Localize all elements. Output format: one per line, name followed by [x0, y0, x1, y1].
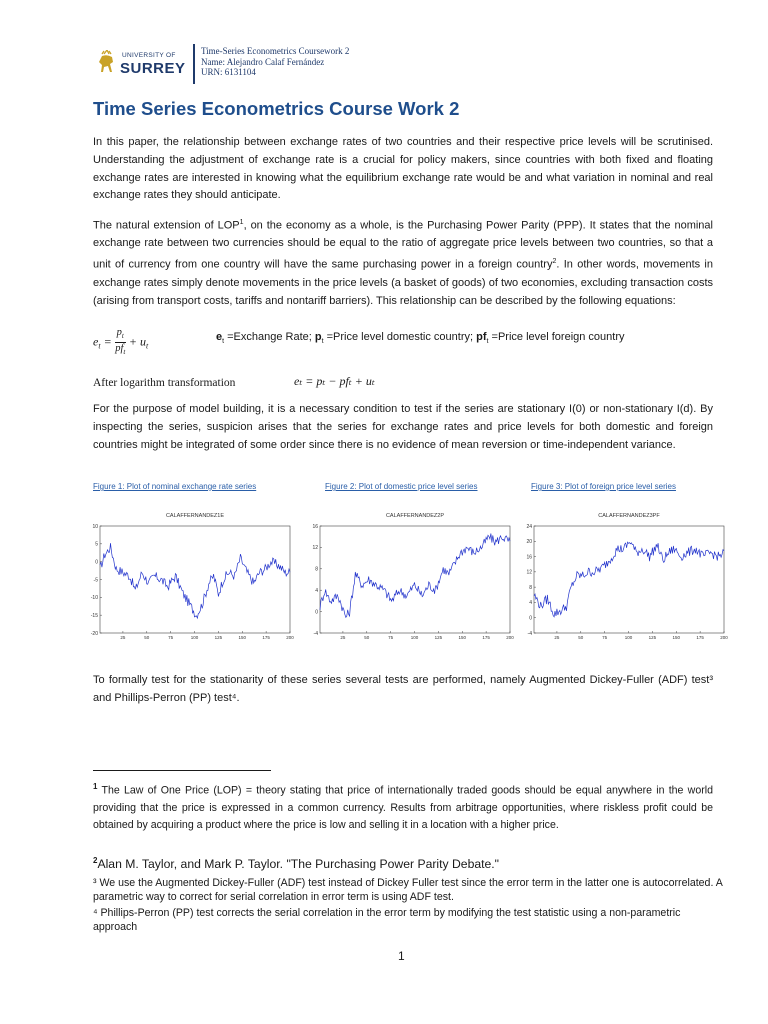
after-log-label: After logarithm transformation: [93, 377, 236, 389]
y-tick-label: 10: [92, 523, 98, 530]
header-info: [201, 46, 349, 78]
figure-1-caption: Figure 1: Plot of nominal exchange rate series: [93, 482, 257, 491]
header-divider: [193, 44, 195, 84]
footnote-ref-1: 1: [239, 219, 244, 226]
x-tick-label: 175: [696, 635, 704, 640]
x-tick-label: 175: [262, 635, 270, 640]
eq-den: pf: [115, 343, 124, 355]
chart-title: CALAFFERNANDEZ1E: [165, 513, 225, 519]
chart-domestic-price: [306, 510, 516, 650]
y-tick-label: 4: [315, 588, 318, 594]
x-tick-label: 25: [340, 635, 346, 640]
eq-num: p: [116, 327, 122, 338]
chart-svg: [306, 510, 516, 645]
page-number: 1: [398, 949, 405, 963]
footnote-2-num: 2: [93, 856, 98, 865]
y-tick-label: -5: [93, 577, 98, 584]
header-name: Name: Alejandro Calaf Fernández: [201, 56, 325, 67]
chart-foreign-price: [520, 510, 730, 650]
y-tick-label: 0: [315, 609, 318, 616]
x-tick-label: 125: [648, 635, 657, 640]
document-title: Time Series Econometrics Course Work 2: [93, 98, 460, 119]
y-tick-label: 8: [315, 566, 318, 573]
x-tick-label: 75: [602, 635, 608, 640]
x-tick-label: 100: [624, 635, 633, 640]
def-text: =Price level foreign country: [488, 331, 625, 343]
y-tick-label: 0: [95, 559, 98, 566]
series-line: [320, 534, 510, 618]
variable-definitions: [216, 331, 625, 345]
x-tick-label: 125: [214, 635, 223, 640]
footnote-divider: [93, 770, 271, 771]
footnote-1: [93, 778, 713, 834]
text: The natural extension of LOP: [93, 219, 240, 232]
y-tick-label: -15: [90, 612, 98, 619]
chart-exchange-rate: [86, 510, 296, 650]
def-pf: pf: [476, 331, 487, 343]
eq-error: + u: [128, 334, 146, 349]
x-tick-label: 50: [144, 635, 150, 640]
y-tick-label: 24: [526, 523, 532, 530]
footnote-2-text: Alan M. Taylor, and Mark P. Taylor. "The Purchasing Power Parity Debate.": [97, 857, 500, 872]
x-tick-label: 200: [720, 635, 728, 640]
footnote-4: ⁴ Phillips-Perron (PP) test corrects the serial correlation in the error term by modifying the test statistic using a non-parametric approach: [93, 907, 681, 933]
x-tick-label: 175: [482, 635, 490, 640]
university-logo: [96, 50, 188, 82]
x-tick-label: 50: [364, 635, 370, 640]
plot-frame: [534, 526, 724, 633]
y-tick-label: 20: [526, 539, 532, 546]
eq-fraction: [115, 327, 126, 358]
x-tick-label: 100: [410, 635, 419, 640]
footnote-ref-2: 2: [552, 258, 557, 266]
footnotes-3-4: [93, 877, 723, 934]
series-line: [534, 542, 724, 617]
y-tick-label: 16: [312, 523, 318, 530]
x-tick-label: 125: [434, 635, 443, 640]
plot-frame: [320, 526, 510, 633]
header-urn: URN: 6131104: [201, 67, 256, 77]
y-tick-label: 16: [526, 554, 532, 561]
def-e: e: [216, 331, 223, 343]
x-tick-label: 75: [388, 635, 394, 640]
paragraph-ppp: [93, 214, 713, 310]
x-tick-label: 50: [578, 635, 584, 640]
paragraph-tests: To formally test for the stationarity of these series several tests are performed, namely Augmented Dickey-Fuller (ADF) test³ and Phillips-Perron (PP) test⁴.: [93, 674, 713, 704]
text: , on the economy as a whole, is the Purchasing Power Parity (PPP). It states that the nominal exchange rate between two currencies should be equal to the ratio of aggregate price levels between two countries, so that a unit of currency from one country will have the same purchasing power in a foreign country: [93, 219, 713, 271]
figure-2-caption: Figure 2: Plot of domestic price level series: [325, 482, 478, 491]
footnote-1-text: The Law of One Price (LOP) = theory stating that price of internationally traded goods should be equal anywhere in the world providing that the price is expressed in a common currency. Results from arbitrage opportunities, where riskless profit could be obtained by acquiring a product where the price is low and selling it in a location with a higher price.: [93, 784, 713, 831]
chart-svg: [86, 510, 296, 645]
paragraph-intro: In this paper, the relationship between exchange rates of two countries and their respective price levels will be scrutinised. Understanding the adjustment of exchange rate is a crucial for policy makers, since countries with both fixed and floating exchange rates are interested in knowing what the equilibrium exchange rate would be and what variation in nominal and real exchange rates they should anticipate.: [93, 136, 713, 202]
y-tick-label: -20: [90, 630, 98, 637]
y-tick-label: 0: [529, 615, 532, 622]
x-tick-label: 25: [554, 635, 560, 640]
footnote-1-num: 1: [93, 782, 98, 791]
y-tick-label: 8: [529, 584, 532, 591]
equation-log: eₜ = pₜ − pfₜ + uₜ: [294, 374, 375, 388]
chart-title: CALAFFERNANDEZ2P: [385, 513, 445, 519]
y-tick-label: 12: [526, 569, 532, 576]
x-tick-label: 150: [458, 635, 467, 640]
def-sub: t: [321, 338, 324, 346]
eq-sub: t: [98, 341, 101, 351]
eq-sub: t: [145, 341, 149, 351]
x-tick-label: 200: [506, 635, 514, 640]
text: . In other words, movements in exchange rates simply denote movements in the price levels (a basket of goods) of two economies, excluding transaction costs (arising from transport costs, tariffs and nontariff barriers). This relationship can be described by the following equations:: [93, 258, 713, 307]
figure-3-caption: Figure 3: Plot of foreign price level series: [531, 482, 676, 491]
series-line: [100, 543, 290, 618]
paragraph-stationarity: For the purpose of model building, it is a necessary condition to test if the series are stationary I(0) or non-stationary I(d). By inspecting the series, suspicion arises that the series for exchange rates and price levels for both domestic and foreign countries might be integrated of some order since there is no evidence of mean reversion or time-independent variance.: [93, 403, 713, 451]
y-tick-label: -4: [313, 630, 318, 637]
stag-icon: [96, 50, 118, 80]
x-tick-label: 150: [238, 635, 247, 640]
y-tick-label: 5: [95, 541, 98, 548]
header-course: Time-Series Econometrics Coursework 2: [201, 46, 350, 56]
eq-sub: t: [121, 332, 124, 341]
def-sub: t: [222, 338, 225, 346]
y-tick-label: -4: [527, 630, 532, 637]
y-tick-label: -10: [90, 595, 98, 602]
footnote-2: [93, 856, 499, 871]
logo-title: SURREY: [120, 60, 186, 77]
x-tick-label: 25: [120, 635, 126, 640]
def-sub: t: [486, 338, 489, 346]
chart-title: CALAFFERNANDEZ3PF: [598, 513, 660, 519]
x-tick-label: 150: [672, 635, 681, 640]
x-tick-label: 200: [286, 635, 294, 640]
eq-e: e: [93, 334, 99, 349]
logo-subtitle: UNIVERSITY OF: [122, 52, 176, 59]
x-tick-label: 100: [190, 635, 199, 640]
y-tick-label: 12: [312, 545, 318, 552]
x-tick-label: 75: [168, 635, 174, 640]
eq-sub: t: [123, 348, 126, 357]
footnote-3: ³ We use the Augmented Dickey-Fuller (ADF) test instead of Dickey Fuller test since the error term in the latter one is autocorrelated. A parametric way to correct for serial correlation in error term is using ADF test.: [93, 877, 723, 903]
def-text: =Price level domestic country;: [323, 331, 477, 343]
equation-ppp: $e_t$ = $\frac{p_t}{pf_t}$ + $u_t$: [93, 327, 149, 357]
def-p: p: [314, 331, 322, 343]
chart-svg: [520, 510, 730, 645]
def-text: =Exchange Rate;: [224, 331, 315, 343]
y-tick-label: 4: [529, 600, 532, 607]
